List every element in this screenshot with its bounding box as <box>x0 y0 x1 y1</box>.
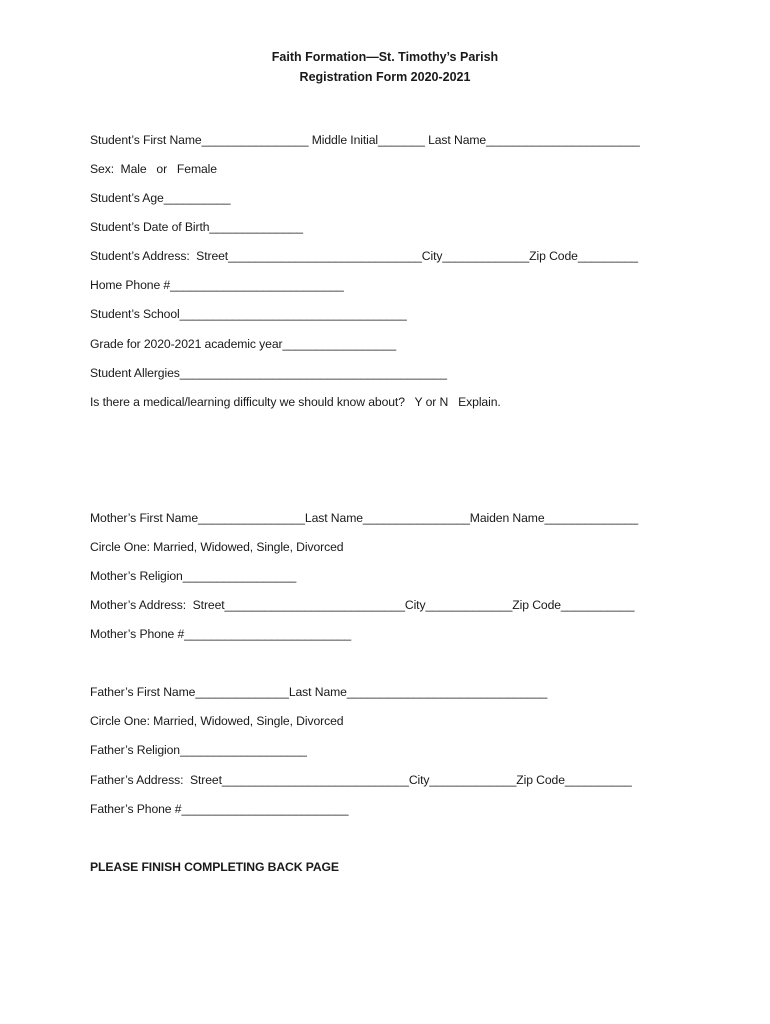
back-page-notice: PLEASE FINISH COMPLETING BACK PAGE <box>90 860 339 874</box>
grade-field[interactable]: Grade for 2020-2021 academic year_________________ <box>90 337 397 351</box>
student-address-field[interactable]: Student’s Address: Street_____________________________City_____________Zip Code_________ <box>90 249 638 263</box>
father-marital-status[interactable]: Circle One: Married, Widowed, Single, Divorced <box>90 714 344 728</box>
title-parish: Faith Formation—St. Timothy’s Parish <box>271 50 499 64</box>
student-name-field[interactable]: Student’s First Name________________ Middle Initial_______ Last Name_______________________ <box>90 133 640 147</box>
form-title <box>0 47 770 87</box>
student-school-field[interactable]: Student’s School__________________________________ <box>90 307 407 321</box>
medical-difficulty-field[interactable]: Is there a medical/learning difficulty we should know about? Y or N Explain. <box>90 395 501 409</box>
title-registration: Registration Form 2020-2021 <box>299 70 471 84</box>
mother-marital-status[interactable]: Circle One: Married, Widowed, Single, Divorced <box>90 540 344 554</box>
father-religion-field[interactable]: Father’s Religion___________________ <box>90 743 307 757</box>
mother-religion-field[interactable]: Mother’s Religion_________________ <box>90 569 297 583</box>
mother-name-field[interactable]: Mother’s First Name________________Last Name________________Maiden Name______________ <box>90 511 639 525</box>
student-sex-field[interactable]: Sex: Male or Female <box>90 162 217 176</box>
father-address-field[interactable]: Father’s Address: Street____________________________City_____________Zip Code__________ <box>90 773 632 787</box>
mother-address-field[interactable]: Mother’s Address: Street___________________________City_____________Zip Code___________ <box>90 598 635 612</box>
student-dob-field[interactable]: Student’s Date of Birth______________ <box>90 220 303 234</box>
allergies-field[interactable]: Student Allergies________________________________________ <box>90 366 447 380</box>
home-phone-field[interactable]: Home Phone #__________________________ <box>90 278 344 292</box>
father-phone-field[interactable]: Father’s Phone #_________________________ <box>90 802 349 816</box>
mother-phone-field[interactable]: Mother’s Phone #_________________________ <box>90 627 352 641</box>
father-name-field[interactable]: Father’s First Name______________Last Name______________________________ <box>90 685 548 699</box>
student-age-field[interactable]: Student’s Age__________ <box>90 191 231 205</box>
